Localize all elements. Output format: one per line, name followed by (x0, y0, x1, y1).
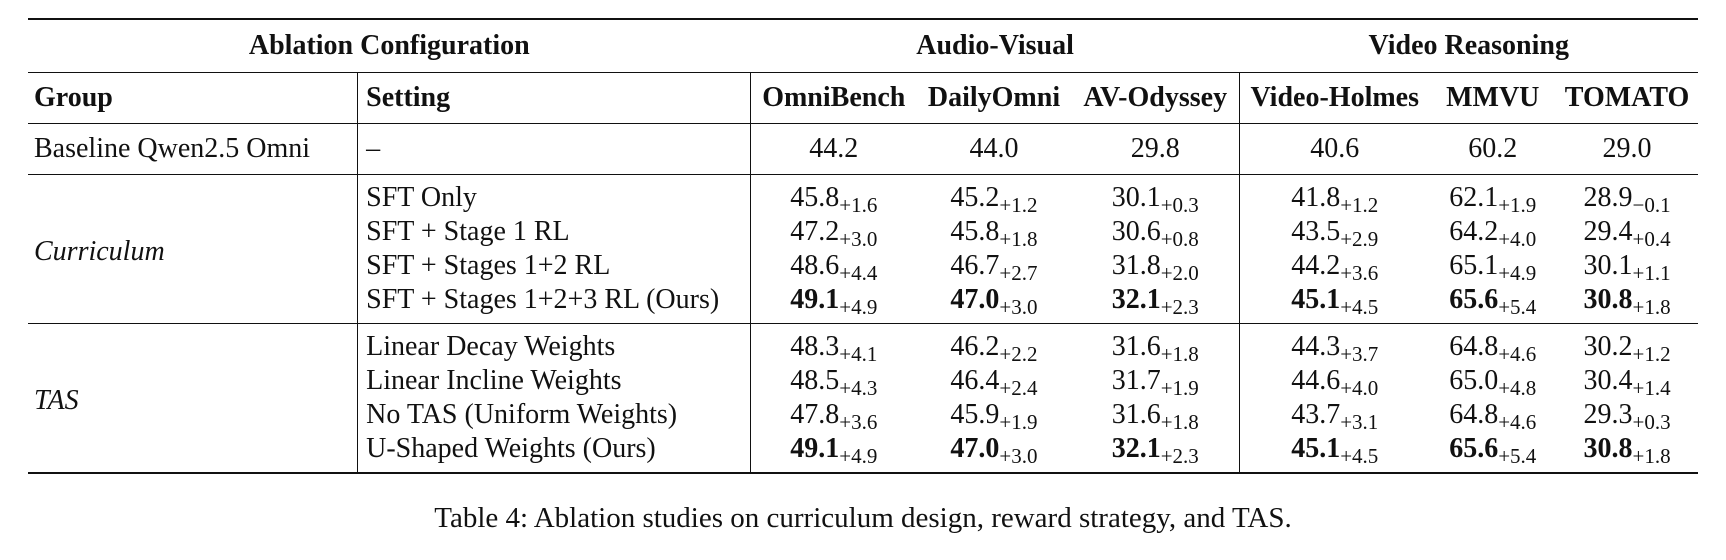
score-delta: +4.9 (839, 295, 878, 319)
score-value: 45.8 (790, 182, 840, 213)
value-cell (1556, 283, 1698, 324)
value-cell (751, 283, 917, 324)
value-cell (1429, 324, 1556, 365)
score-value: 43.5 (1291, 216, 1341, 247)
score-value: 44.6 (1291, 365, 1341, 396)
value-cell (1071, 398, 1239, 432)
score-value: 47.8 (790, 399, 840, 430)
score-delta: +2.2 (999, 342, 1038, 366)
value-cell (1556, 324, 1698, 365)
score-value: 49.1 (790, 284, 840, 315)
score-value: 44.3 (1291, 331, 1341, 362)
score-delta: +1.2 (1340, 193, 1379, 217)
score-value: 29.3 (1583, 399, 1633, 430)
score-value: 43.7 (1291, 399, 1341, 430)
value-cell (1556, 175, 1698, 216)
score-delta: +4.5 (1340, 295, 1379, 319)
score-delta: +4.8 (1498, 376, 1537, 400)
score-value: 32.1 (1111, 284, 1161, 315)
value-cell (916, 398, 1071, 432)
score-value: 30.8 (1583, 433, 1633, 464)
value-cell (1429, 215, 1556, 249)
value-cell (751, 215, 917, 249)
score-delta: +0.3 (1632, 410, 1671, 434)
value-cell (1556, 432, 1698, 473)
score-value: 45.1 (1291, 433, 1341, 464)
score-value: 45.1 (1291, 284, 1341, 315)
score-value: 30.4 (1583, 365, 1633, 396)
score-value: 31.8 (1111, 250, 1161, 281)
score-value: 28.9 (1583, 182, 1633, 213)
score-value: 64.8 (1449, 399, 1499, 430)
column-header-av-odyssey: AV-Odyssey (1071, 73, 1239, 124)
value-cell (1071, 283, 1239, 324)
score-value: 62.1 (1449, 182, 1499, 213)
score-value: 46.4 (950, 365, 1000, 396)
score-value: 45.9 (950, 399, 1000, 430)
score-delta: +1.2 (1632, 342, 1671, 366)
score-delta: +1.6 (839, 193, 878, 217)
score-delta: +4.0 (1498, 227, 1537, 251)
score-delta: +1.8 (999, 227, 1038, 251)
value-cell (751, 324, 917, 365)
value-cell (1240, 364, 1430, 398)
score-value: 30.1 (1583, 250, 1633, 281)
score-delta: +4.9 (1498, 261, 1537, 285)
score-delta: +5.4 (1498, 295, 1537, 319)
score-value: 46.2 (950, 331, 1000, 362)
score-delta: +3.0 (999, 444, 1038, 468)
score-value: 30.6 (1111, 216, 1161, 247)
score-value: 48.3 (790, 331, 840, 362)
setting-label: SFT Only (358, 175, 751, 216)
score-delta: +3.7 (1340, 342, 1379, 366)
score-delta: +1.9 (1160, 376, 1199, 400)
column-header-setting: Setting (358, 73, 751, 124)
value-cell (1429, 249, 1556, 283)
score-value: 41.8 (1291, 182, 1341, 213)
score-delta: +1.4 (1632, 376, 1671, 400)
score-value: 48.5 (790, 365, 840, 396)
score-delta: +2.0 (1160, 261, 1199, 285)
score-delta: +1.8 (1160, 342, 1199, 366)
value-cell (1240, 215, 1430, 249)
score-value: 30.8 (1583, 284, 1633, 315)
score-delta: +1.8 (1160, 410, 1199, 434)
score-delta: +2.3 (1160, 295, 1199, 319)
header-group-row (28, 19, 1698, 73)
score-delta: +0.3 (1160, 193, 1199, 217)
score-value: 45.2 (950, 182, 1000, 213)
header-column-row (28, 73, 1698, 124)
value-cell (1429, 398, 1556, 432)
value-cell (751, 249, 917, 283)
ablation-table (28, 18, 1698, 474)
value-cell (1240, 432, 1430, 473)
column-header-omnibench: OmniBench (751, 73, 917, 124)
value-cell (1556, 249, 1698, 283)
value-cell (1240, 249, 1430, 283)
score-value: 47.2 (790, 216, 840, 247)
baseline-value: 29.0 (1556, 124, 1698, 175)
value-cell (1429, 175, 1556, 216)
baseline-row (28, 124, 1698, 175)
score-delta: +1.2 (999, 193, 1038, 217)
score-value: 31.7 (1111, 365, 1161, 396)
score-value: 45.8 (950, 216, 1000, 247)
baseline-value: 44.2 (751, 124, 917, 175)
score-value: 47.0 (950, 284, 1000, 315)
baseline-value: 60.2 (1429, 124, 1556, 175)
value-cell (1240, 175, 1430, 216)
score-value: 65.1 (1449, 250, 1499, 281)
value-cell (751, 175, 917, 216)
score-value: 65.0 (1449, 365, 1499, 396)
column-header-video-holmes: Video-Holmes (1240, 73, 1430, 124)
value-cell (1429, 364, 1556, 398)
setting-label: Linear Incline Weights (358, 364, 751, 398)
value-cell (916, 364, 1071, 398)
group-label: TAS (28, 324, 358, 474)
score-delta: +0.8 (1160, 227, 1199, 251)
score-delta: +1.8 (1632, 295, 1671, 319)
value-cell (1071, 175, 1239, 216)
value-cell (1240, 324, 1430, 365)
score-value: 65.6 (1449, 284, 1499, 315)
score-delta: +3.0 (999, 295, 1038, 319)
table-row (28, 324, 1698, 365)
value-cell (1071, 432, 1239, 473)
score-delta: +0.4 (1632, 227, 1671, 251)
group-label: Curriculum (28, 175, 358, 324)
score-value: 31.6 (1111, 331, 1161, 362)
value-cell (916, 283, 1071, 324)
score-delta: +1.1 (1632, 261, 1671, 285)
value-cell (1556, 398, 1698, 432)
score-delta: +1.9 (999, 410, 1038, 434)
value-cell (751, 364, 917, 398)
score-delta: +4.6 (1498, 342, 1537, 366)
score-delta: +3.0 (839, 227, 878, 251)
setting-label: Linear Decay Weights (358, 324, 751, 365)
score-delta: +4.6 (1498, 410, 1537, 434)
score-delta: +4.1 (839, 342, 878, 366)
score-delta: +4.3 (839, 376, 878, 400)
score-value: 46.7 (950, 250, 1000, 281)
score-value: 30.2 (1583, 331, 1633, 362)
header-video-reasoning: Video Reasoning (1240, 19, 1698, 73)
baseline-value: 40.6 (1240, 124, 1430, 175)
score-value: 64.2 (1449, 216, 1499, 247)
score-value: 65.6 (1449, 433, 1499, 464)
score-value: 44.2 (1291, 250, 1341, 281)
value-cell (1071, 215, 1239, 249)
score-delta: +3.1 (1340, 410, 1379, 434)
value-cell (916, 215, 1071, 249)
value-cell (1429, 432, 1556, 473)
score-delta: +5.4 (1498, 444, 1537, 468)
baseline-group-label: Baseline Qwen2.5 Omni (28, 124, 358, 175)
score-delta: +3.6 (839, 410, 878, 434)
score-delta: +2.7 (999, 261, 1038, 285)
setting-label: SFT + Stages 1+2 RL (358, 249, 751, 283)
value-cell (1556, 364, 1698, 398)
table-row (28, 175, 1698, 216)
score-delta: +4.4 (839, 261, 878, 285)
setting-label: SFT + Stages 1+2+3 RL (Ours) (358, 283, 751, 324)
column-header-tomato: TOMATO (1556, 73, 1698, 124)
score-value: 29.4 (1583, 216, 1633, 247)
score-value: 64.8 (1449, 331, 1499, 362)
value-cell (751, 432, 917, 473)
column-header-group: Group (28, 73, 358, 124)
score-value: 47.0 (950, 433, 1000, 464)
value-cell (1240, 283, 1430, 324)
value-cell (916, 175, 1071, 216)
setting-label: U-Shaped Weights (Ours) (358, 432, 751, 473)
score-delta: +2.3 (1160, 444, 1199, 468)
ablation-table-container (28, 18, 1698, 474)
header-audio-visual: Audio-Visual (751, 19, 1240, 73)
value-cell (1429, 283, 1556, 324)
score-value: 30.1 (1111, 182, 1161, 213)
score-delta: +4.0 (1340, 376, 1379, 400)
value-cell (751, 398, 917, 432)
value-cell (916, 249, 1071, 283)
column-header-mmvu: MMVU (1429, 73, 1556, 124)
score-delta: +4.5 (1340, 444, 1379, 468)
score-value: 31.6 (1111, 399, 1161, 430)
value-cell (1071, 364, 1239, 398)
baseline-value: 44.0 (916, 124, 1071, 175)
score-value: 48.6 (790, 250, 840, 281)
header-ablation-configuration: Ablation Configuration (28, 19, 751, 73)
score-delta: −0.1 (1632, 193, 1671, 217)
value-cell (1071, 249, 1239, 283)
score-value: 32.1 (1111, 433, 1161, 464)
baseline-setting: – (358, 124, 751, 175)
score-value: 49.1 (790, 433, 840, 464)
column-header-dailyomni: DailyOmni (916, 73, 1071, 124)
setting-label: SFT + Stage 1 RL (358, 215, 751, 249)
value-cell (916, 324, 1071, 365)
value-cell (1071, 324, 1239, 365)
setting-label: No TAS (Uniform Weights) (358, 398, 751, 432)
value-cell (1556, 215, 1698, 249)
value-cell (1240, 398, 1430, 432)
baseline-value: 29.8 (1071, 124, 1239, 175)
score-delta: +4.9 (839, 444, 878, 468)
value-cell (916, 432, 1071, 473)
score-delta: +1.9 (1498, 193, 1537, 217)
score-delta: +1.8 (1632, 444, 1671, 468)
score-delta: +2.9 (1340, 227, 1379, 251)
score-delta: +2.4 (999, 376, 1038, 400)
table-caption: Table 4: Ablation studies on curriculum design, reward strategy, and TAS. (434, 502, 1292, 534)
score-delta: +3.6 (1340, 261, 1379, 285)
